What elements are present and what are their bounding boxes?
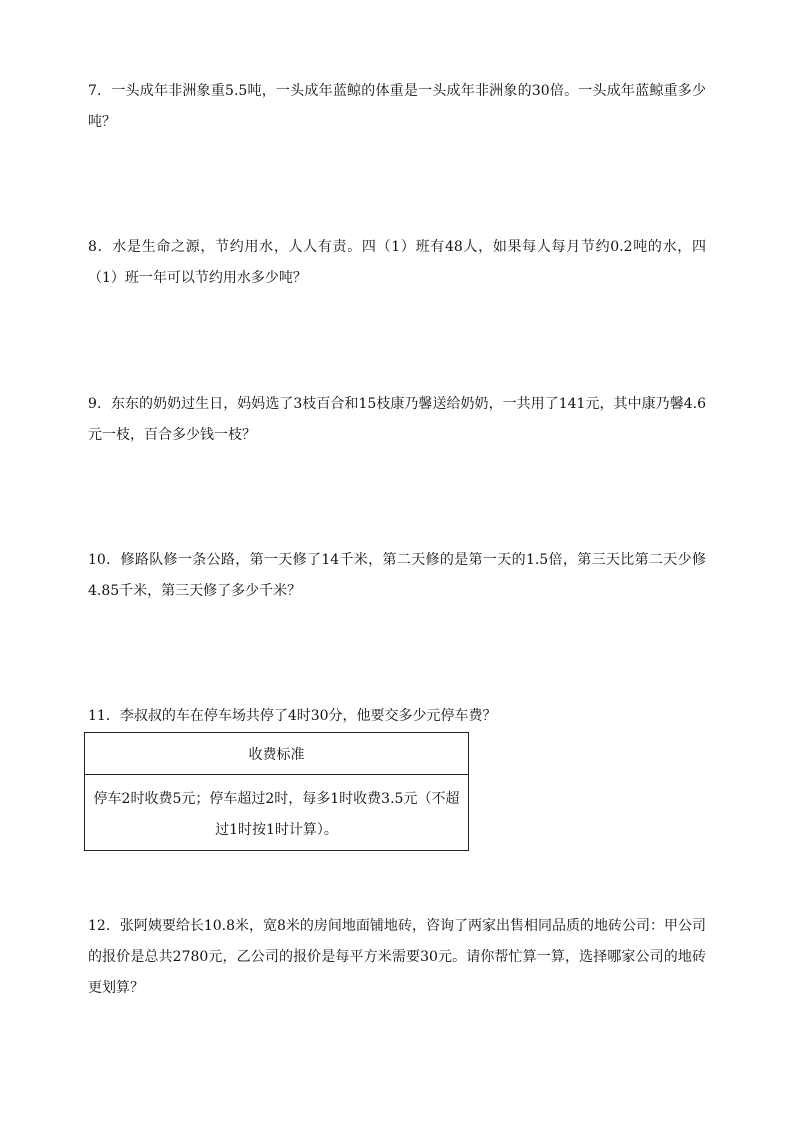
question-11: 11．李叔叔的车在停车场共停了4时30分，他要交多少元停车费？	[88, 708, 497, 724]
question-10: 10．修路队修一条公路，第一天修了14千米，第二天修的是第一天的1.5倍，第三天比第二天少修4.85千米，第三天修了多少千米？	[88, 552, 706, 599]
question-8: 8．水是生命之源，节约用水，人人有责。四（1）班有48人，如果每人每月节约0.2吨的水，四（1）班一年可以节约用水多少吨？	[88, 239, 706, 286]
question-12: 12．张阿姨要给长10.8米，宽8米的房间地面铺地砖，咨询了两家出售相同品质的地砖公司：甲公司的报价是总共2780元，乙公司的报价是每平方米需要30元。请你帮忙算一算，选择哪家公司的地砖更划算？	[88, 918, 706, 996]
fee-table-header: 收费标准	[85, 733, 469, 775]
parking-fee-table	[84, 732, 469, 851]
question-9: 9．东东的奶奶过生日，妈妈选了3枝百合和15枝康乃馨送给奶奶，一共用了141元，其中康乃馨4.6元一枝，百合多少钱一枝？	[88, 396, 706, 443]
question-7: 7．一头成年非洲象重5.5吨，一头成年蓝鲸的体重是一头成年非洲象的30倍。一头成年蓝鲸重多少吨？	[88, 83, 706, 130]
fee-table-body: 停车2时收费5元；停车超过2时，每多1时收费3.5元（不超过1时按1时计算）。	[85, 775, 469, 851]
